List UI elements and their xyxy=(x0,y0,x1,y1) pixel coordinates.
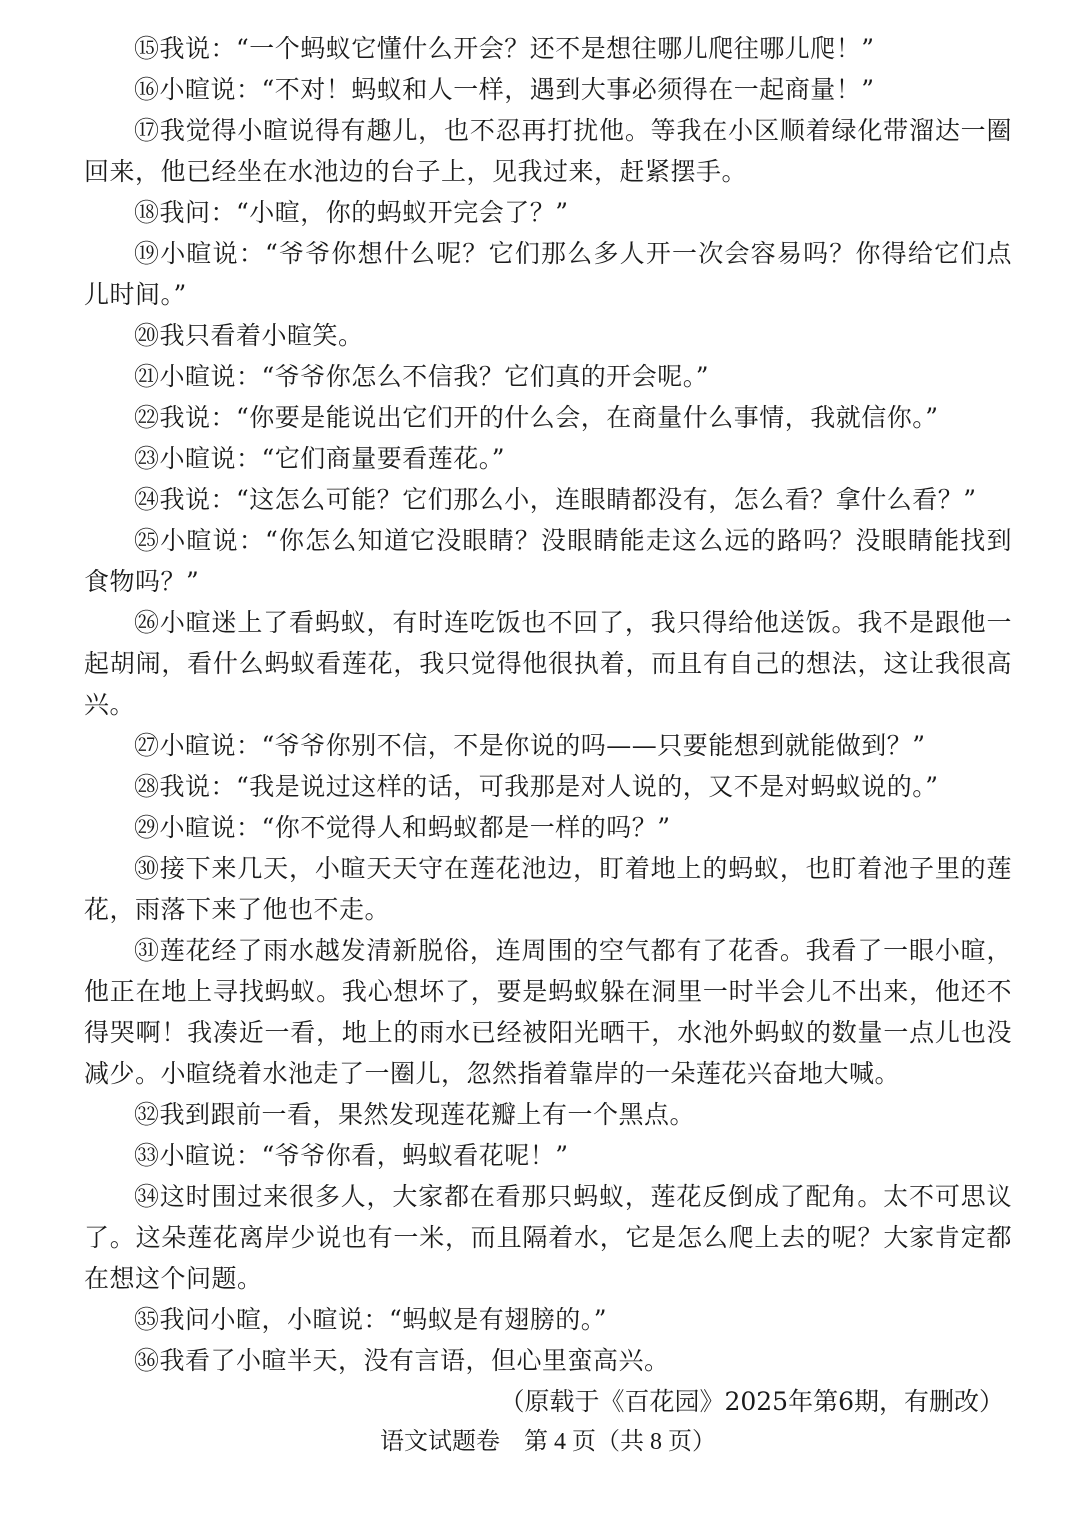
source-citation: （原载于《百花园》2025年第6期，有删改） xyxy=(499,1387,1004,1416)
page-footer: 语文试题卷 第 4 页（共 8 页） xyxy=(380,1429,716,1455)
paragraph: ⑲小暄说：“爷爷你想什么呢？它们那么多人开一次会容易吗？你得给它们点儿时间。” xyxy=(84,239,1012,309)
paragraph: ㉟我问小暄，小暄说：“蚂蚁是有翅膀的。” xyxy=(134,1305,608,1334)
paragraph: ⑯小暄说：“不对！蚂蚁和人一样，遇到大事必须得在一起商量！” xyxy=(134,75,875,104)
paragraph: ㉕小暄说：“你怎么知道它没眼睛？没眼睛能走这么远的路吗？没眼睛能找到食物吗？” xyxy=(84,526,1012,596)
paragraph: ㉓小暄说：“它们商量要看莲花。” xyxy=(134,444,506,473)
paragraph: ⑱我问：“小暄，你的蚂蚁开完会了？” xyxy=(134,198,569,227)
paragraph: ⑳我只看着小暄笑。 xyxy=(134,321,364,350)
paragraph: ⑮我说：“一个蚂蚁它懂什么开会？还不是想往哪儿爬往哪儿爬！” xyxy=(134,34,875,63)
paragraph: ㉜我到跟前一看，果然发现莲花瓣上有一个黑点。 xyxy=(134,1100,696,1129)
paragraph: ㉝小暄说：“爷爷你看，蚂蚁看花呢！” xyxy=(134,1141,569,1170)
article-body xyxy=(84,28,1012,1381)
paragraph: ㉑小暄说：“爷爷你怎么不信我？它们真的开会呢。” xyxy=(134,362,710,391)
paragraph: ㉙小暄说：“你不觉得人和蚂蚁都是一样的吗？” xyxy=(134,813,671,842)
paragraph: ㉗小暄说：“爷爷你别不信，不是你说的吗——只要能想到就能做到？” xyxy=(134,731,926,760)
paragraph: ㉘我说：“我是说过这样的话，可我那是对人说的，又不是对蚂蚁说的。” xyxy=(134,772,939,801)
paragraph: ㊱我看了小暄半天，没有言语，但心里蛮高兴。 xyxy=(134,1346,670,1375)
paragraph: ㉚接下来几天，小暄天天守在莲花池边，盯着地上的蚂蚁，也盯着池子里的莲花，雨落下来了他也不走。 xyxy=(84,854,1012,924)
paragraph: ⑰我觉得小暄说得有趣儿，也不忍再打扰他。等我在小区顺着绿化带溜达一圈回来，他已经坐在水池边的台子上，见我过来，赶紧摆手。 xyxy=(84,116,1012,186)
paragraph: ㉔我说：“这怎么可能？它们那么小，连眼睛都没有，怎么看？拿什么看？” xyxy=(134,485,977,514)
paragraph: ㉞这时围过来很多人，大家都在看那只蚂蚁，莲花反倒成了配角。太不可思议了。这朵莲花离岸少说也有一米，而且隔着水，它是怎么爬上去的呢？大家肯定都在想这个问题。 xyxy=(84,1182,1012,1293)
paragraph: ㉛莲花经了雨水越发清新脱俗，连周围的空气都有了花香。我看了一眼小暄，他正在地上寻找蚂蚁。我心想坏了，要是蚂蚁躲在洞里一时半会儿不出来，他还不得哭啊！我凑近一看，地上的雨水已经被阳光晒干，水池外蚂蚁的数量一点儿也没减少。小暄绕着水池走了一圈儿，忽然指着靠岸的一朵莲花兴奋地大喊。 xyxy=(84,936,1012,1088)
paragraph: ㉖小暄迷上了看蚂蚁，有时连吃饭也不回了，我只得给他送饭。我不是跟他一起胡闹，看什么蚂蚁看莲花，我只觉得他很执着，而且有自己的想法，这让我很高兴。 xyxy=(84,608,1012,719)
paragraph: ㉒我说：“你要是能说出它们开的什么会，在商量什么事情，我就信你。” xyxy=(134,403,939,432)
